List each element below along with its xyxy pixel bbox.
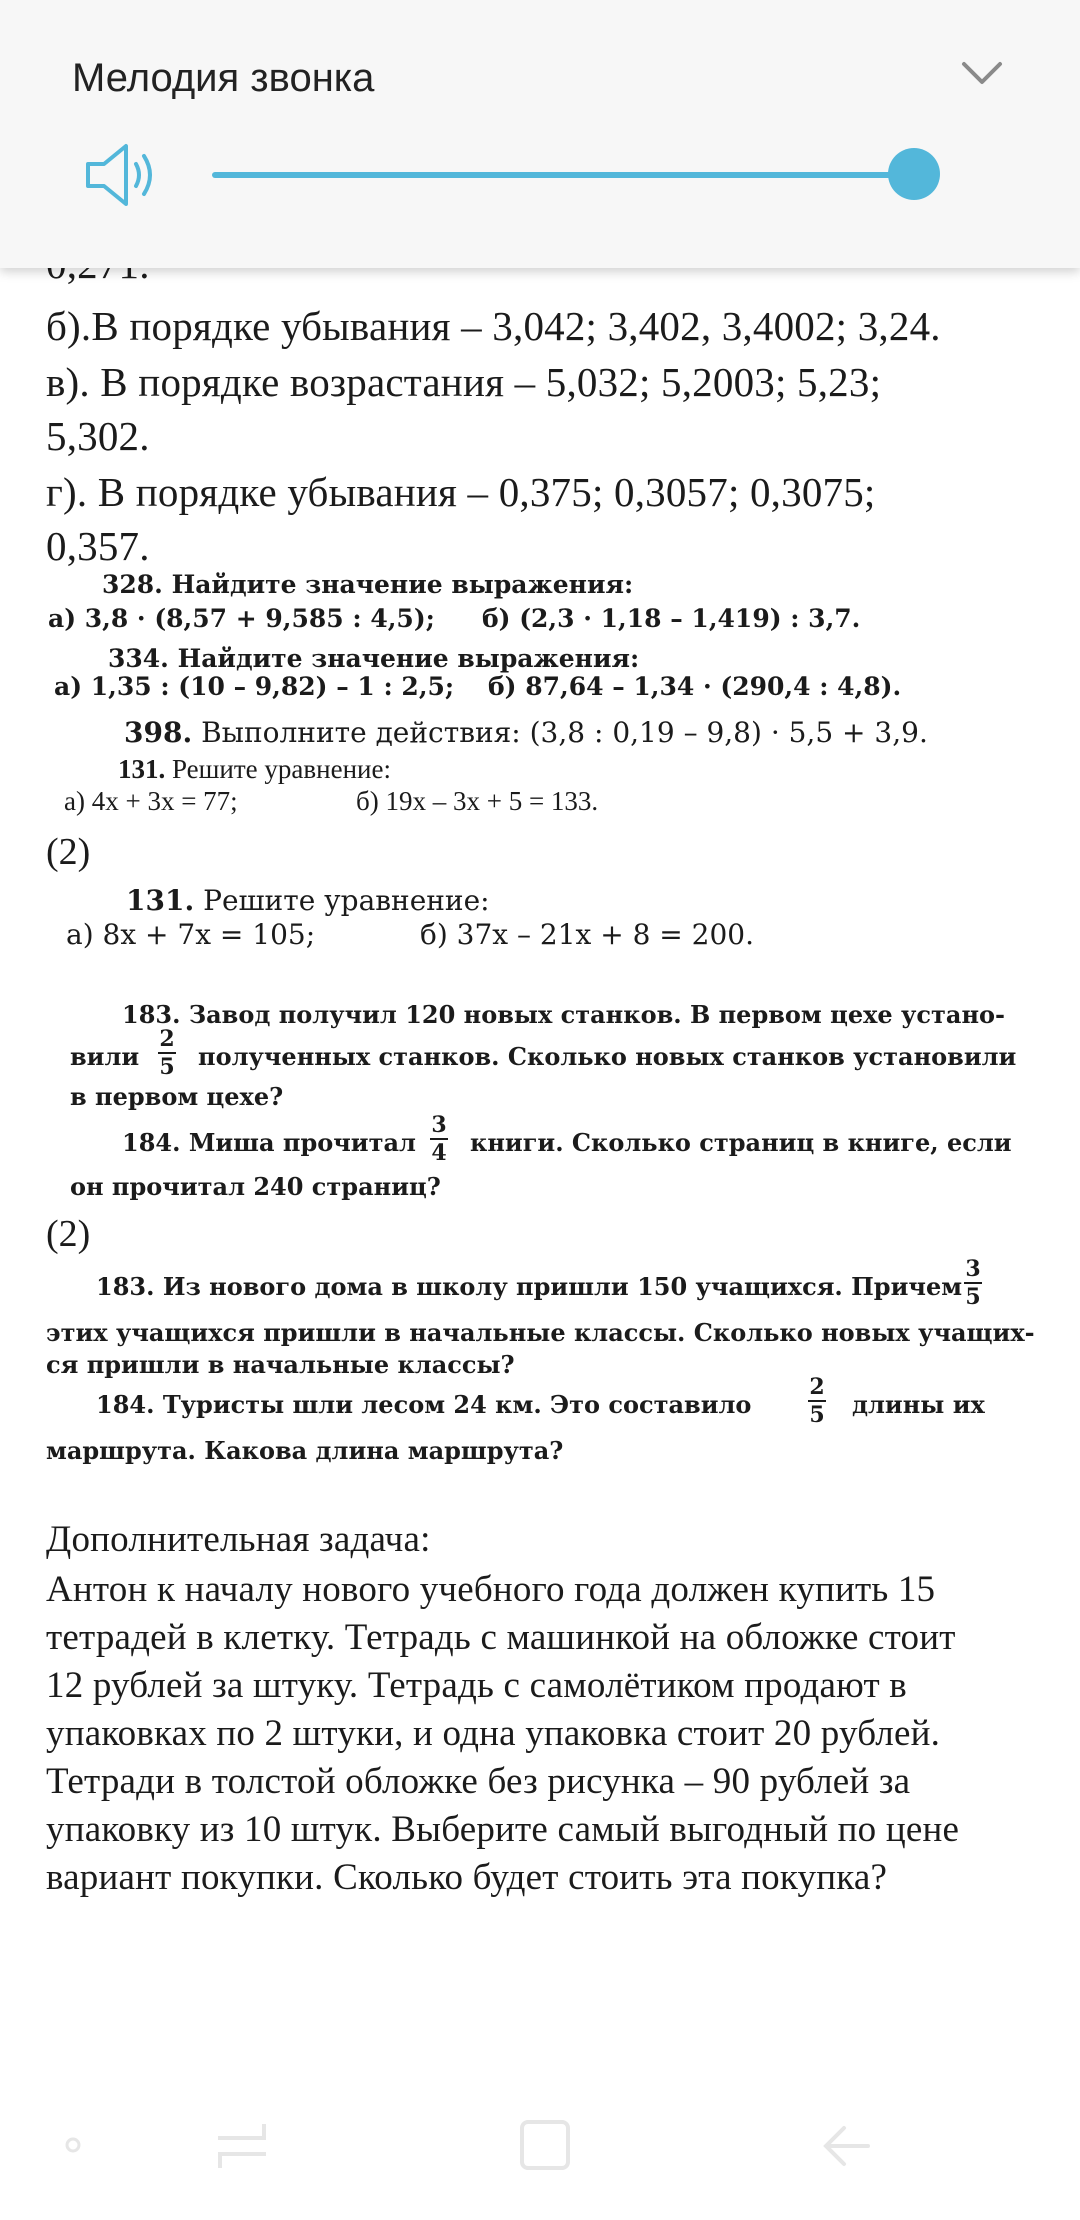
line-v2: 5,302. (46, 413, 150, 459)
fraction-denominator: 5 (809, 1402, 825, 1428)
marker-2: (2) (46, 1213, 91, 1255)
extra-task-title: Дополнительная задача: (46, 1519, 431, 1560)
task-131a-heading (118, 754, 391, 785)
task-131b-number: 131. (126, 884, 195, 917)
task-184b-number: 184. (96, 1390, 155, 1419)
fraction-numerator: 3 (965, 1256, 981, 1282)
task-184b-line1b: длины их (852, 1390, 985, 1419)
fraction-numerator: 2 (809, 1374, 825, 1400)
task-334-a: а) 1,35 : (10 – 9,82) – 1 : 2,5; (54, 672, 455, 701)
volume-panel-title: Мелодия звонка (72, 56, 375, 100)
task-183b-number: 183. (96, 1272, 155, 1301)
marker-1: (2) (46, 831, 91, 873)
task-131a-title: Решите уравнение: (172, 754, 391, 784)
chevron-down-icon[interactable] (960, 58, 1004, 88)
dot-icon[interactable] (62, 2134, 84, 2156)
back-icon[interactable] (818, 2118, 874, 2174)
navigation-bar (0, 2080, 1080, 2220)
line-g2: 0,357. (46, 523, 150, 569)
extra-task-line: Тетради в толстой обложке без рисунка – 90 рублей за (46, 1761, 911, 1802)
task-328-title: Найдите значение выражения: (171, 570, 634, 599)
task-184b-fraction (808, 1376, 826, 1426)
task-184a-fraction (430, 1114, 448, 1164)
task-183b-text1: Из нового дома в школу пришли 150 учащихся. Причем (162, 1272, 963, 1301)
home-icon[interactable] (518, 2118, 572, 2172)
extra-task-line: упаковку из 10 штук. Выберите самый выгодный по цене (46, 1809, 960, 1850)
task-131b-heading (126, 884, 490, 917)
fraction-numerator: 3 (431, 1112, 447, 1138)
task-184a-number: 184. (122, 1128, 181, 1157)
extra-task-line: Антон к началу нового учебного года должен купить 15 (46, 1569, 936, 1610)
task-183a-line2a: вили (70, 1042, 140, 1071)
task-334-number: 334. (108, 644, 169, 673)
task-184a-text1: Миша прочитал (188, 1128, 416, 1157)
task-334-title: Найдите значение выражения: (177, 644, 640, 673)
task-131b-b: б) 37x – 21x + 8 = 200. (420, 918, 755, 951)
volume-slider-thumb[interactable] (888, 148, 940, 200)
task-328-heading (102, 570, 633, 599)
task-183a-text1: Завод получил 120 новых станков. В первом цехе устано- (188, 1000, 1005, 1029)
line-v1: в). В порядке возрастания – 5,032; 5,2003; 5,23; (46, 359, 882, 405)
extra-task-line: упаковках по 2 штуки, и одна упаковка стоит 20 рублей. (46, 1713, 941, 1754)
task-131a-number: 131. (118, 754, 166, 784)
task-183b-line1a (96, 1272, 962, 1301)
volume-slider-track[interactable] (212, 172, 916, 178)
task-183b-fraction (964, 1258, 982, 1308)
task-183a-number: 183. (122, 1000, 181, 1029)
task-183a-line2b: полученных станков. Сколько новых станков установили (198, 1042, 1017, 1071)
extra-task-line: тетрадей в клетку. Тетрадь с машинкой на обложке стоит (46, 1617, 956, 1658)
task-184b-line1a (96, 1390, 751, 1419)
task-184a-line1a (122, 1128, 416, 1157)
task-183b-line3: ся пришли в начальные классы? (46, 1350, 515, 1379)
fraction-denominator: 4 (431, 1140, 447, 1166)
line-b: б).В порядке убывания – 3,042; 3,402, 3,4002; 3,24. (46, 303, 941, 349)
task-398-text: Выполните действия: (3,8 : 0,19 – 9,8) · 5,5 + 3,9. (201, 716, 928, 749)
fraction-denominator: 5 (965, 1284, 981, 1310)
task-184a-line2: он прочитал 240 страниц? (70, 1172, 441, 1201)
speaker-icon[interactable] (84, 140, 160, 210)
task-131a-a: а) 4x + 3x = 77; (64, 786, 238, 816)
task-183a-line1 (122, 1000, 1005, 1029)
volume-panel (0, 0, 1080, 268)
task-184b-line2: маршрута. Какова длина маршрута? (46, 1436, 564, 1465)
task-328-a: а) 3,8 · (8,57 + 9,585 : 4,5); (48, 604, 435, 633)
task-184a-line1b: книги. Сколько страниц в книге, если (470, 1128, 1012, 1157)
extra-task-line: 12 рублей за штуку. Тетрадь с самолётиком продают в (46, 1665, 907, 1706)
task-183a-fraction (158, 1028, 176, 1078)
task-328-b: б) (2,3 · 1,18 – 1,419) : 3,7. (482, 604, 861, 633)
recents-icon[interactable] (212, 2118, 272, 2174)
task-398-number: 398. (124, 716, 193, 749)
task-398 (124, 716, 928, 749)
task-131a-b: б) 19x – 3x + 5 = 133. (356, 786, 599, 816)
line-g1: г). В порядке убывания – 0,375; 0,3057; 0,3075; (46, 469, 876, 515)
task-334-b: б) 87,64 – 1,34 · (290,4 : 4,8). (488, 672, 902, 701)
task-328-number: 328. (102, 570, 163, 599)
task-131b-title: Решите уравнение: (203, 884, 490, 917)
task-184b-text1: Туристы шли лесом 24 км. Это составило (162, 1390, 752, 1419)
task-131b-a: а) 8x + 7x = 105; (66, 918, 316, 951)
fraction-numerator: 2 (159, 1026, 175, 1052)
task-183b-line2: этих учащихся пришли в начальные классы. Сколько новых учащих- (46, 1318, 1035, 1347)
task-183a-line3: в первом цехе? (70, 1082, 284, 1111)
fraction-denominator: 5 (159, 1054, 175, 1080)
extra-task-line: вариант покупки. Сколько будет стоить эта покупка? (46, 1857, 888, 1898)
task-334-heading (108, 644, 639, 673)
